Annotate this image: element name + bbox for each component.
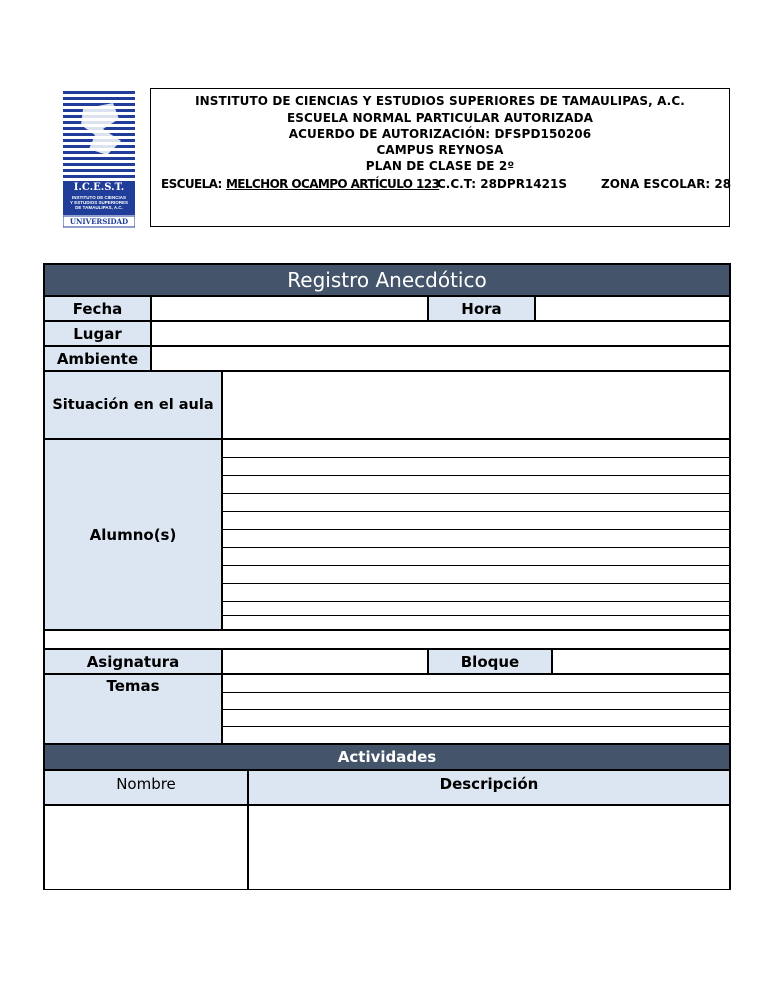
logo-line3: DE TAMAULIPAS, A.C. xyxy=(75,205,123,210)
school-type: ESCUELA NORMAL PARTICULAR AUTORIZADA xyxy=(286,111,594,125)
alumnos-field[interactable] xyxy=(222,439,730,630)
temas-field[interactable] xyxy=(222,674,730,744)
actividades-header: Actividades xyxy=(44,744,730,770)
bloque-label: Bloque xyxy=(428,649,552,674)
lugar-label: Lugar xyxy=(44,321,151,346)
situacion-field[interactable] xyxy=(222,371,730,439)
school-zone: ZONA ESCOLAR: 28 xyxy=(601,177,732,191)
logo-footer: UNIVERSIDAD xyxy=(69,217,129,226)
fecha-label: Fecha xyxy=(44,296,151,321)
temas-label: Temas xyxy=(44,674,222,744)
hora-field[interactable] xyxy=(535,296,730,321)
school-label: ESCUELA: xyxy=(161,177,222,191)
ambiente-label: Ambiente xyxy=(44,346,151,371)
descripcion-field[interactable] xyxy=(248,805,730,890)
lugar-field[interactable] xyxy=(151,321,730,346)
header-box xyxy=(150,88,730,227)
descripcion-header: Descripción xyxy=(248,770,730,805)
situacion-label: Situación en el aula xyxy=(44,371,222,439)
bloque-field[interactable] xyxy=(552,649,730,674)
nombre-field[interactable] xyxy=(44,805,248,890)
institution-name: INSTITUTO DE CIENCIAS Y ESTUDIOS SUPERIORES DE TAMAULIPAS, A.C. xyxy=(195,94,685,108)
logo-line1: INSTITUTO DE CIENCIAS xyxy=(72,195,126,200)
nombre-header: Nombre xyxy=(44,770,248,805)
logo-acronym: I.C.E.S.T. xyxy=(73,182,125,193)
fecha-field[interactable] xyxy=(151,296,428,321)
institution-logo xyxy=(63,89,135,229)
logo-line2: Y ESTUDIOS SUPERIORES xyxy=(70,200,128,205)
form-title: Registro Anecdótico xyxy=(44,264,730,296)
agreement: ACUERDO DE AUTORIZACIÓN: DFSPD150206 xyxy=(288,127,592,141)
asignatura-label: Asignatura xyxy=(44,649,222,674)
alumnos-label: Alumno(s) xyxy=(44,439,222,630)
anecdotal-record-form xyxy=(43,263,731,890)
asignatura-field[interactable] xyxy=(222,649,428,674)
class-plan: PLAN DE CLASE DE 2º xyxy=(365,159,515,173)
school-name: MELCHOR OCAMPO ARTÍCULO 123 xyxy=(225,177,440,191)
cct: C.C.T: 28DPR1421S xyxy=(437,177,567,191)
hora-label: Hora xyxy=(428,296,535,321)
ambiente-field[interactable] xyxy=(151,346,730,371)
spacer-row xyxy=(44,630,730,649)
campus: CAMPUS REYNOSA xyxy=(376,143,504,157)
